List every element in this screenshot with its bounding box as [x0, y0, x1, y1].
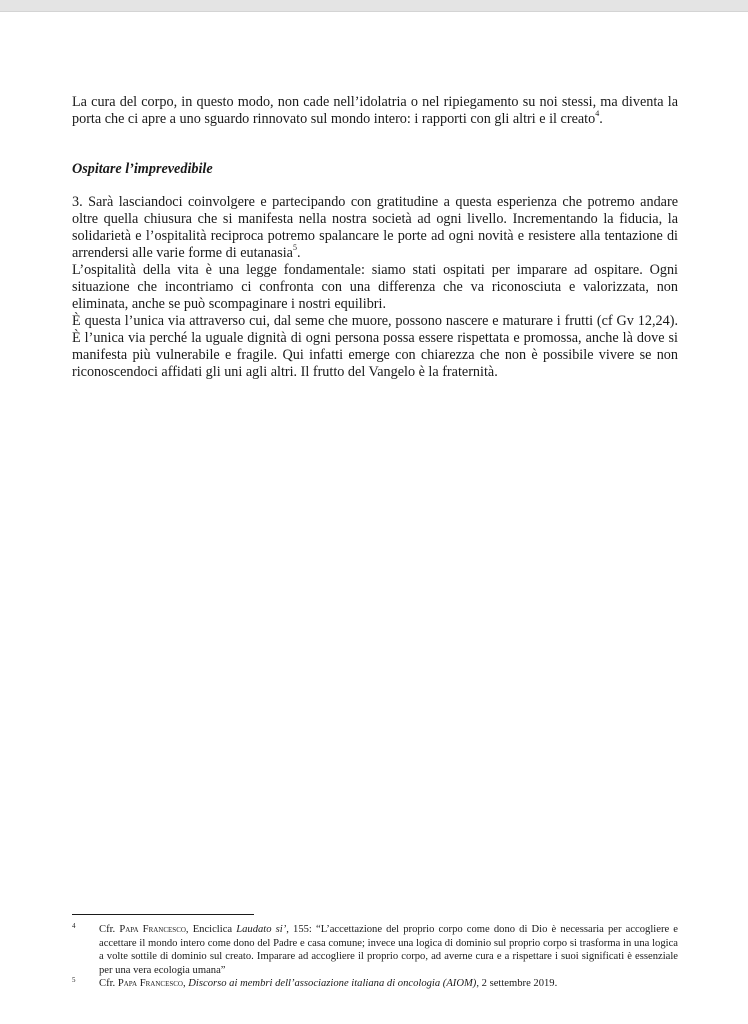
footnote-prefix: Cfr. — [99, 924, 120, 935]
paragraph-intro — [72, 94, 678, 128]
footnote-author: Papa Francesco — [117, 978, 183, 989]
footnote-rest: , 155: “L’accettazione del proprio corpo come dono di Dio è necessaria per accogliere e accettare il mondo intero come dono del Padre e casa comune; invece una logica di dominio sul proprio corpo si trasforma in una logica a volte sottile di dominio sul creato. Imparare ad accogliere il proprio corpo, ad averne cura e a rispettare i suoi significati è essenziale per una vera ecologia umana” — [99, 924, 678, 976]
footnotes-section — [72, 914, 678, 991]
paragraph-ospitalita: L’ospitalità della vita è una legge fondamentale: siamo stati ospitati per imparare ad ospitare. Ogni situazione che incontriamo ci confronta con una differenza che va riconosciuta e valorizzata, non eliminata, anche se può scompaginare i nostri equilibri. — [72, 262, 678, 312]
paragraph-3-end: . — [296, 245, 301, 261]
footnote-ref-5[interactable]: 5 — [292, 243, 297, 253]
footnote-separator — [72, 914, 254, 915]
footnote-mid: , — [182, 978, 189, 989]
section-heading: Ospitare l’imprevedibile — [72, 161, 213, 177]
footnote-prefix: Cfr. — [99, 978, 118, 989]
paragraph-3-text: 3. Sarà lasciandoci coinvolgere e partecipando con gratitudine a questa esperienza che potremo andare oltre quella chiusura che si manifesta nella nostra società ad ogni livello. Incrementando la fiducia, la solidarietà e l’ospitalità reciproca potremo spalancare le porte ad ogni novità e resistere alla tentazione di arrendersi alle varie forme di eutanasia — [72, 194, 678, 261]
footnote-5 — [72, 977, 678, 991]
paragraph-intro-end: . — [599, 111, 603, 127]
footnote-4 — [72, 923, 678, 977]
footnote-number: 4 — [72, 922, 76, 930]
footnote-title: Laudato si’ — [236, 924, 287, 935]
paragraph-unica-via: È questa l’unica via attraverso cui, dal seme che muore, possono nascere e maturare i frutti (cf Gv 12,24). È l’unica via perché la uguale dignità di ogni persona possa essere rispettata e promossa, anche là dove si manifesta più vulnerabile e fragile. Qui infatti emerge con chiarezza che non è possibile vivere se non riconoscendoci affidati gli uni agli altri. Il frutto del Vangelo è la fraternità. — [72, 313, 678, 380]
paragraph-intro-text: La cura del corpo, in questo modo, non cade nell’idolatria o nel ripiegamento su noi stessi, ma diventa la porta che ci apre a uno sguardo rinnovato sul mondo intero: i rapporti con gli altri e il creato — [72, 94, 678, 127]
footnote-author: Papa Francesco — [119, 924, 186, 935]
footnote-number: 5 — [72, 976, 76, 984]
document-body — [72, 94, 678, 381]
footnote-ref-4[interactable]: 4 — [595, 109, 600, 119]
footnote-title: Discorso ai membri dell’associazione italiana di oncologia (AIOM) — [188, 978, 477, 989]
paragraph-3 — [72, 194, 678, 262]
footnote-mid: , Enciclica — [185, 924, 237, 935]
footnote-rest: , 2 settembre 2019. — [476, 978, 558, 989]
page-top-edge — [0, 0, 748, 12]
